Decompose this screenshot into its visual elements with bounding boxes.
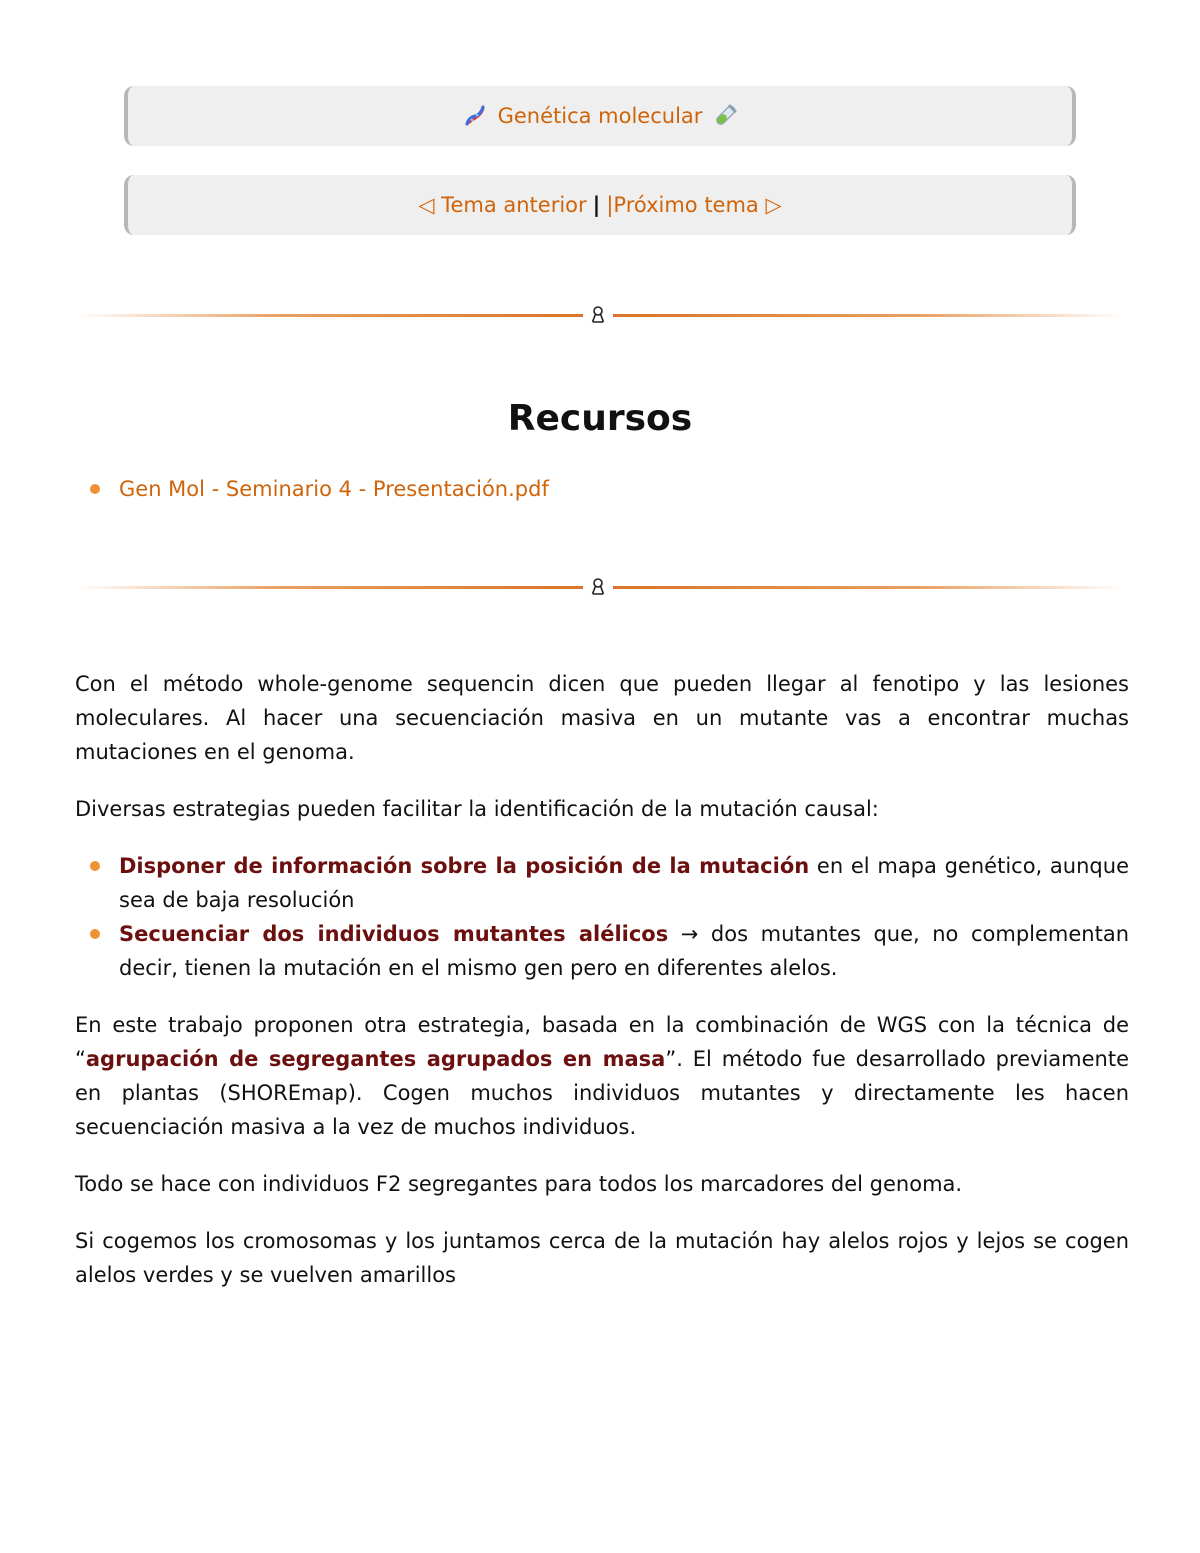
technique-name: agrupación de segregantes agrupados en masa <box>85 1047 666 1071</box>
strategy-title: Disponer de información sobre la posición de la mutación <box>119 854 810 878</box>
paragraph: Diversas estrategias pueden facilitar la identificación de la mutación causal: <box>75 797 879 821</box>
bullet-icon <box>90 484 100 494</box>
resources-list <box>75 474 549 504</box>
test-tube-icon <box>712 103 738 129</box>
divider-line-left <box>75 586 583 589</box>
topic-navigation-callout <box>124 175 1076 235</box>
ribbon-icon <box>586 303 610 327</box>
list-item <box>75 474 549 504</box>
strategy-text: → dos mutantes que, no complementan decir, tienen la mutación en el mismo gen pero en diferentes alelos. <box>119 922 1129 980</box>
previous-topic-link[interactable]: ◁ Tema anterior <box>418 193 587 217</box>
dna-icon <box>462 103 488 129</box>
divider-line-right <box>613 586 1125 589</box>
strategies-list <box>75 849 1129 985</box>
list-item <box>75 917 1129 985</box>
divider-line-left <box>75 314 583 317</box>
section-divider <box>75 305 1125 325</box>
paragraph: Si cogemos los cromosomas y los juntamos cerca de la mutación hay alelos rojos y lejos se cogen alelos verdes y se vuelven amarillos <box>75 1229 1129 1287</box>
paragraph-text: ”. El método fue desarrollado previamente en plantas (SHOREmap). Cogen muchos individuos mutantes y directamente les hacen secuenciación masiva a la vez de muchos individuos. <box>75 1047 1130 1139</box>
course-title-callout <box>124 86 1076 146</box>
paragraph-text: En este trabajo proponen otra estrategia, basada en la combinación de WGS con la técnica de “ <box>75 1013 1129 1071</box>
nav-separator: | <box>592 193 601 217</box>
resources-heading: Recursos <box>507 398 693 439</box>
divider-line-right <box>613 314 1125 317</box>
bullet-icon <box>90 929 100 939</box>
next-topic-link[interactable]: |Próximo tema ▷ <box>606 193 782 217</box>
body-content <box>75 667 1129 1315</box>
bullet-icon <box>90 861 100 871</box>
course-title-link[interactable]: Genética molecular <box>497 104 703 128</box>
paragraph: Todo se hace con individuos F2 segregantes para todos los marcadores del genoma. <box>75 1172 963 1196</box>
ribbon-icon <box>586 575 610 599</box>
strategy-text: en el mapa genético, aunque sea de baja resolución <box>119 854 1129 912</box>
section-divider <box>75 577 1125 597</box>
paragraph: Con el método whole-genome sequencin dicen que pueden llegar al fenotipo y las lesiones moleculares. Al hacer una secuenciación masiva en un mutante vas a encontrar muchas mutaciones en el genoma. <box>75 672 1129 764</box>
resource-link[interactable]: Gen Mol - Seminario 4 - Presentación.pdf <box>119 477 549 501</box>
paragraph <box>75 1008 1129 1144</box>
list-item <box>75 849 1129 917</box>
strategy-title: Secuenciar dos individuos mutantes alélicos <box>119 922 669 946</box>
